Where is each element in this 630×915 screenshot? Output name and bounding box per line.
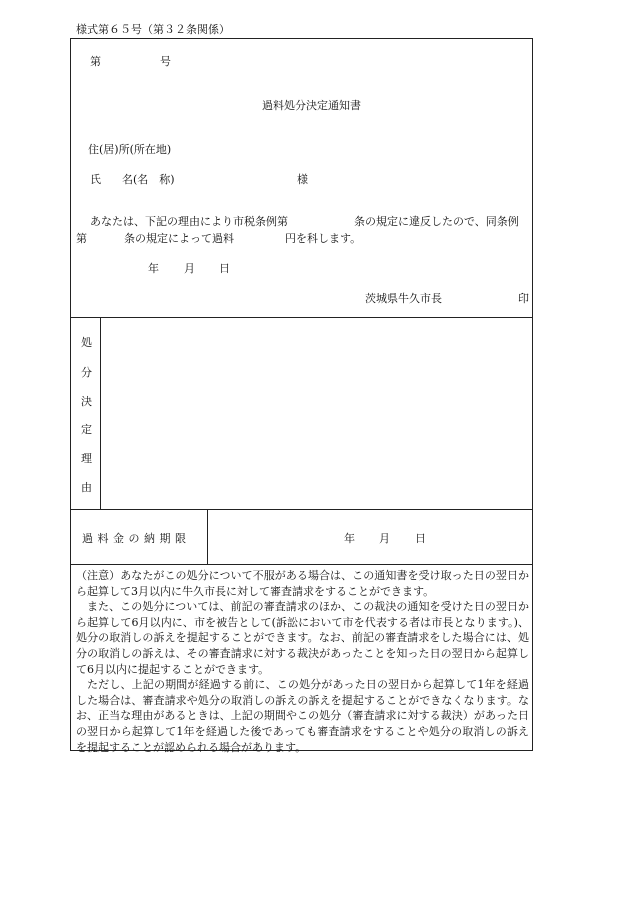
- document-number-suffix: 号: [160, 55, 171, 68]
- document-number-prefix: 第: [90, 55, 101, 68]
- seal-mark: 印: [518, 292, 529, 305]
- payment-deadline-label: 過 料 金 の 納 期 限: [82, 532, 187, 545]
- reason-label-char: 由: [81, 481, 92, 494]
- document-title: 過料処分決定通知書: [262, 99, 361, 112]
- notice-section: [76, 568, 529, 755]
- issue-date-year: 年: [148, 262, 159, 275]
- reason-label-char: 分: [81, 366, 92, 379]
- address-label: 住(居)所(所在地): [88, 143, 172, 156]
- issue-date-day: 日: [219, 262, 230, 275]
- reason-label-divider: [100, 317, 101, 509]
- deadline-day: 日: [415, 532, 426, 545]
- body-text-line2-a: 第: [76, 232, 87, 245]
- deadline-label-divider: [207, 509, 208, 564]
- issuer-name: 茨城県牛久市長: [365, 292, 442, 305]
- reason-label-char: 決: [81, 395, 92, 408]
- notice-paragraph: また、この処分については、前記の審査請求のほか、この裁決の通知を受けた日の翌日から起算して6月以内に、市を被告として(訴訟において市を代表する者は市長となります。)、処分の取消しの訴えを提起することができます。なお、前記の審査請求をした場合には、処分の取消しの訴えは、その審査請求に対する裁決があったことを知った日の翌日から起算して6月以内に提起することができます。: [76, 600, 529, 676]
- divider-deadline-top: [70, 509, 533, 510]
- reason-label-char: 理: [81, 452, 92, 465]
- notice-paragraph: （注意）あなたがこの処分について不服がある場合は、この通知書を受け取った日の翌日から起算して3月以内に牛久市長に対して審査請求をすることができます。: [76, 569, 529, 598]
- deadline-year: 年: [344, 532, 355, 545]
- issue-date-month: 月: [184, 262, 195, 275]
- body-text-line2-b: 条の規定によって過料: [124, 232, 234, 245]
- reason-label-char: 定: [81, 423, 92, 436]
- notice-paragraph: ただし、上記の期間が経過する前に、この処分があった日の翌日から起算して1年を経過した場合は、審査請求や処分の取消しの訴えの訴えを提起することができなくなります。なお、正当な理由があるときは、上記の期間やこの処分（審査請求に対する裁決）があった日の翌日から起算して1年を経過した後であっても審査請求をすることや処分の取消しの訴えを提起することが認められる場合があります。: [76, 678, 529, 754]
- name-label: 名(名 称): [122, 173, 175, 186]
- divider-notice-top: [70, 564, 533, 565]
- reason-label-char: 処: [81, 336, 92, 349]
- body-text-line1-a: あなたは、下記の理由により市税条例第: [90, 215, 288, 228]
- form-number: 様式第６５号（第３２条関係）: [76, 23, 230, 36]
- body-text-line1-b: 条の規定に違反したので、同条例: [354, 215, 519, 228]
- divider-reason-top: [70, 317, 533, 318]
- honorific: 様: [297, 173, 308, 186]
- deadline-month: 月: [379, 532, 390, 545]
- name-label-char: 氏: [90, 173, 101, 186]
- body-text-line2-c: 円を科します。: [285, 232, 362, 245]
